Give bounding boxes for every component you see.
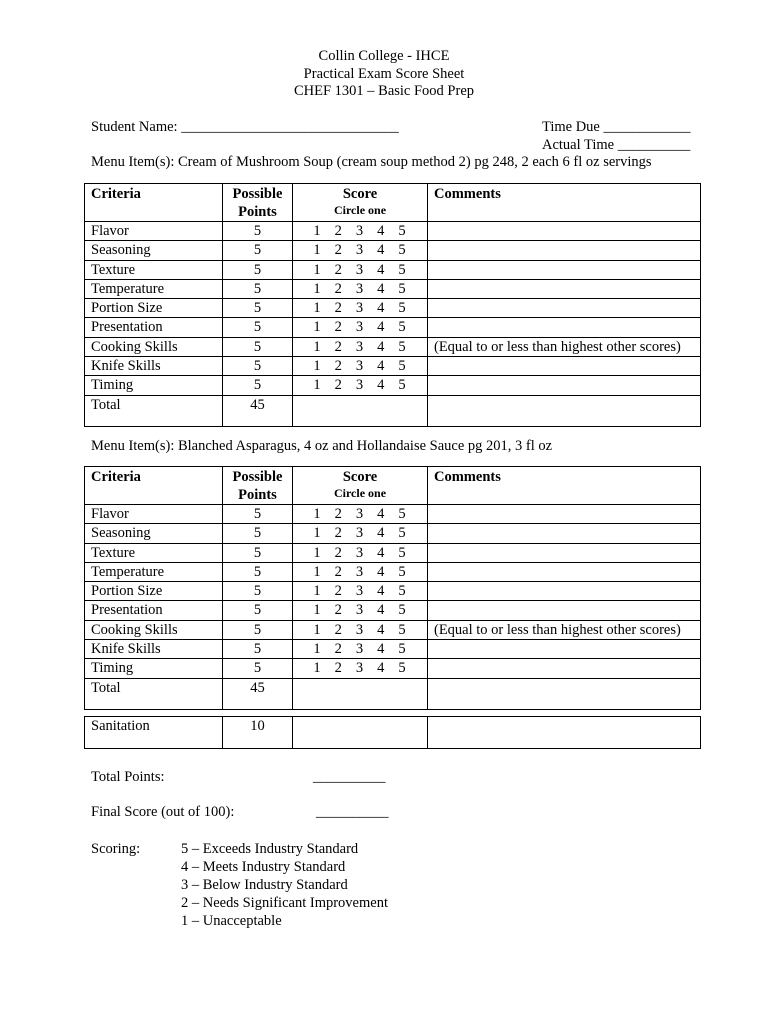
time-block [542,118,691,153]
score-option[interactable]: 3 [355,338,364,355]
score-option[interactable]: 4 [377,660,385,677]
score-option[interactable]: 5 [398,280,406,297]
points-cell: 5 [223,241,293,260]
score-option[interactable]: 4 [377,506,385,522]
score-option[interactable]: 4 [377,621,385,638]
table-row [85,241,701,260]
total-points: 45 [223,395,293,426]
comment-cell [428,524,701,543]
table-row [85,601,701,620]
total-points-blank: __________ [313,769,386,785]
final-score-label: Final Score (out of 100): [91,804,235,820]
comment-cell [428,357,701,376]
total-comment-cell [428,395,701,426]
score-option[interactable]: 3 [355,641,364,658]
score-option[interactable]: 2 [334,242,342,259]
score-option[interactable]: 3 [355,377,364,394]
score-option[interactable]: 3 [355,621,364,638]
menu-item-1: Menu Item(s): Cream of Mushroom Soup (cream soup method 2) pg 248, 2 each 6 fl oz servings [91,154,652,170]
points-cell: 5 [223,337,293,356]
criteria-cell: Portion Size [85,582,223,601]
score-option[interactable]: 4 [377,525,385,542]
score-option[interactable]: 1 [313,338,321,355]
comment-cell [428,582,701,601]
table-header-row [85,467,701,505]
score-option[interactable]: 3 [355,506,364,522]
points-cell: 5 [223,222,293,241]
score-option[interactable]: 4 [377,280,385,297]
score-table-2 [84,466,701,710]
score-option[interactable]: 1 [313,525,321,542]
score-option[interactable]: 1 [313,602,321,619]
score-option[interactable]: 5 [398,377,406,394]
score-option[interactable]: 4 [377,602,385,619]
criteria-cell: Seasoning [85,241,223,260]
total-label: Total [85,395,223,426]
sanitation-row [85,717,701,749]
score-cell [293,318,428,337]
points-cell: 5 [223,620,293,639]
score-option[interactable]: 3 [355,261,364,278]
possible-header-line2: Points [238,204,277,220]
criteria-cell: Flavor [85,222,223,241]
comment-cell [428,376,701,395]
score-option[interactable]: 4 [377,223,385,239]
table-row [85,337,701,356]
comment-cell [428,543,701,562]
comment-cell [428,562,701,581]
sanitation-label: Sanitation [85,717,223,749]
score-option[interactable]: 5 [398,319,406,336]
sanitation-score-cell [293,717,428,749]
score-option[interactable]: 5 [398,621,406,638]
table-row [85,505,701,524]
comment-cell [428,601,701,620]
points-cell: 5 [223,299,293,318]
score-option[interactable]: 2 [334,563,342,580]
score-option[interactable]: 1 [313,300,321,317]
comment-cell [428,260,701,279]
circle-one-label: Circle one [333,486,387,500]
table-row [85,357,701,376]
score-option[interactable]: 5 [398,641,406,658]
score-option[interactable]: 4 [377,583,385,600]
score-header [293,467,428,505]
score-option[interactable]: 2 [334,223,342,239]
comment-cell [428,318,701,337]
comment-cell [428,505,701,524]
score-option[interactable]: 5 [398,506,406,522]
table-header-row [85,184,701,222]
table-row [85,543,701,562]
table-row [85,562,701,581]
score-option[interactable]: 3 [355,602,364,619]
score-option[interactable]: 1 [313,641,321,658]
score-option[interactable]: 2 [334,525,342,542]
score-option[interactable]: 2 [334,602,342,619]
score-option[interactable]: 3 [355,280,364,297]
score-option[interactable]: 2 [334,300,342,317]
score-option[interactable]: 5 [398,525,406,542]
score-cell [293,357,428,376]
score-option[interactable]: 1 [313,242,321,259]
score-option[interactable]: 4 [377,300,385,317]
scoring-item: 1 – Unacceptable [181,912,282,929]
total-score-cell [293,395,428,426]
comments-header: Comments [428,184,701,222]
score-option[interactable]: 3 [355,563,364,580]
table-row [85,640,701,659]
criteria-cell: Temperature [85,562,223,581]
score-header-label: Score [342,469,378,485]
score-option[interactable]: 5 [398,300,406,317]
points-cell: 5 [223,524,293,543]
score-option[interactable]: 3 [355,544,364,561]
score-cell [293,582,428,601]
score-header [293,184,428,222]
score-option[interactable]: 3 [355,525,364,542]
scoring-item: 4 – Meets Industry Standard [181,858,346,875]
comment-cell [428,222,701,241]
points-cell: 5 [223,376,293,395]
criteria-cell: Knife Skills [85,640,223,659]
score-option[interactable]: 1 [313,506,321,522]
score-option[interactable]: 3 [355,319,364,336]
score-option[interactable]: 1 [313,660,321,677]
score-option[interactable]: 1 [313,358,321,375]
score-cell [293,601,428,620]
score-option[interactable]: 3 [355,583,364,600]
comment-cell [428,299,701,318]
criteria-cell: Cooking Skills [85,337,223,356]
possible-header-line1: Possible [232,186,283,202]
score-option[interactable]: 5 [398,261,406,278]
score-option[interactable]: 5 [398,338,406,355]
total-comment-cell [428,678,701,709]
score-option[interactable]: 5 [398,602,406,619]
comment-cell [428,659,701,678]
score-option[interactable]: 5 [398,583,406,600]
sanitation-table [84,716,701,749]
score-option[interactable]: 3 [355,300,364,317]
score-option[interactable]: 2 [334,358,342,375]
points-cell: 5 [223,640,293,659]
criteria-cell: Texture [85,260,223,279]
table-row [85,279,701,298]
criteria-cell: Seasoning [85,524,223,543]
score-option[interactable]: 2 [334,280,342,297]
scoring-item: 2 – Needs Significant Improvement [181,894,388,911]
table-row [85,376,701,395]
score-option[interactable]: 2 [334,641,342,658]
criteria-cell: Flavor [85,505,223,524]
criteria-cell: Portion Size [85,299,223,318]
score-option[interactable]: 1 [313,583,321,600]
score-option[interactable]: 3 [355,358,364,375]
score-option[interactable]: 2 [334,261,342,278]
criteria-header: Criteria [85,467,223,505]
total-label: Total [85,678,223,709]
total-points: 45 [223,678,293,709]
score-option[interactable]: 2 [334,338,342,355]
total-row [85,395,701,426]
sanitation-points: 10 [223,717,293,749]
score-option[interactable]: 2 [334,544,342,561]
criteria-header: Criteria [85,184,223,222]
score-cell [293,659,428,678]
score-option[interactable]: 2 [334,621,342,638]
criteria-cell: Timing [85,376,223,395]
score-cell [293,241,428,260]
score-option[interactable]: 1 [313,280,321,297]
score-option[interactable]: 2 [334,377,342,394]
score-option[interactable]: 5 [398,242,406,259]
score-cell [293,376,428,395]
score-cell [293,640,428,659]
score-cell [293,620,428,639]
criteria-cell: Timing [85,659,223,678]
score-cell [293,543,428,562]
comment-cell: (Equal to or less than highest other scores) [428,337,701,356]
score-option[interactable]: 2 [334,319,342,336]
course-title: CHEF 1301 – Basic Food Prep [293,83,475,100]
score-option[interactable]: 4 [377,358,385,375]
document-header [0,47,768,100]
possible-points-header [223,467,293,505]
score-option[interactable]: 5 [398,563,406,580]
table-row [85,318,701,337]
score-option[interactable]: 2 [334,583,342,600]
points-cell: 5 [223,357,293,376]
table-row [85,299,701,318]
total-points-label: Total Points: [91,769,165,785]
actual-time-field: Actual Time __________ [542,136,691,153]
score-cell [293,562,428,581]
score-table-1 [84,183,701,427]
sheet-title: Practical Exam Score Sheet [303,65,465,82]
table-row [85,620,701,639]
comment-cell [428,279,701,298]
score-option[interactable]: 1 [313,223,321,239]
table-row [85,524,701,543]
final-score-blank: __________ [316,804,389,820]
table-row [85,582,701,601]
score-option[interactable]: 4 [377,641,385,658]
score-option[interactable]: 1 [313,563,321,580]
score-cell [293,524,428,543]
score-cell [293,299,428,318]
points-cell: 5 [223,562,293,581]
points-cell: 5 [223,543,293,562]
score-option[interactable]: 5 [398,223,406,239]
sanitation-comment-cell [428,717,701,749]
menu-item-2: Menu Item(s): Blanched Asparagus, 4 oz and Hollandaise Sauce pg 201, 3 fl oz [91,438,553,454]
table-row [85,260,701,279]
score-option[interactable]: 1 [313,621,321,638]
points-cell: 5 [223,318,293,337]
score-option[interactable]: 4 [377,338,385,355]
scoring-label: Scoring: [91,841,141,857]
score-option[interactable]: 4 [377,319,385,336]
score-cell [293,279,428,298]
score-cell [293,260,428,279]
score-option[interactable]: 3 [355,223,364,239]
comment-cell [428,241,701,260]
scoring-legend [181,840,388,929]
points-cell: 5 [223,260,293,279]
table-row [85,222,701,241]
score-option[interactable]: 5 [398,544,406,561]
comment-cell [428,640,701,659]
criteria-cell: Texture [85,543,223,562]
scoring-item: 3 – Below Industry Standard [181,876,348,893]
criteria-cell: Knife Skills [85,357,223,376]
total-score-cell [293,678,428,709]
score-cell [293,505,428,524]
points-cell: 5 [223,601,293,620]
criteria-cell: Temperature [85,279,223,298]
criteria-cell: Presentation [85,601,223,620]
college-title: Collin College - IHCE [318,48,450,64]
points-cell: 5 [223,582,293,601]
table-row [85,659,701,678]
points-cell: 5 [223,279,293,298]
score-cell [293,337,428,356]
comment-cell: (Equal to or less than highest other scores) [428,620,701,639]
score-option[interactable]: 4 [377,544,385,561]
possible-points-header [223,184,293,222]
score-option[interactable]: 4 [377,377,385,394]
score-option[interactable]: 4 [377,563,385,580]
comments-header: Comments [428,467,701,505]
possible-header-line1: Possible [232,469,283,485]
score-option[interactable]: 3 [355,660,364,677]
score-option[interactable]: 1 [313,377,321,394]
score-option[interactable]: 5 [398,358,406,375]
score-option[interactable]: 1 [313,319,321,336]
criteria-cell: Presentation [85,318,223,337]
score-option[interactable]: 3 [355,242,364,259]
student-name-field: Student Name: ______________________________ [91,119,399,135]
time-due-field: Time Due ____________ [542,119,691,135]
score-option[interactable]: 4 [377,261,385,278]
score-option[interactable]: 4 [377,242,385,259]
points-cell: 5 [223,659,293,678]
score-option[interactable]: 1 [313,544,321,561]
score-option[interactable]: 1 [313,261,321,278]
total-row [85,678,701,709]
score-option[interactable]: 2 [334,660,342,677]
scoring-item: 5 – Exceeds Industry Standard [181,841,359,857]
score-header-label: Score [342,186,378,202]
criteria-cell: Cooking Skills [85,620,223,639]
circle-one-label: Circle one [333,203,387,217]
possible-header-line2: Points [238,487,277,503]
points-cell: 5 [223,505,293,524]
score-cell [293,222,428,241]
score-option[interactable]: 5 [398,660,406,677]
score-option[interactable]: 2 [334,506,342,522]
